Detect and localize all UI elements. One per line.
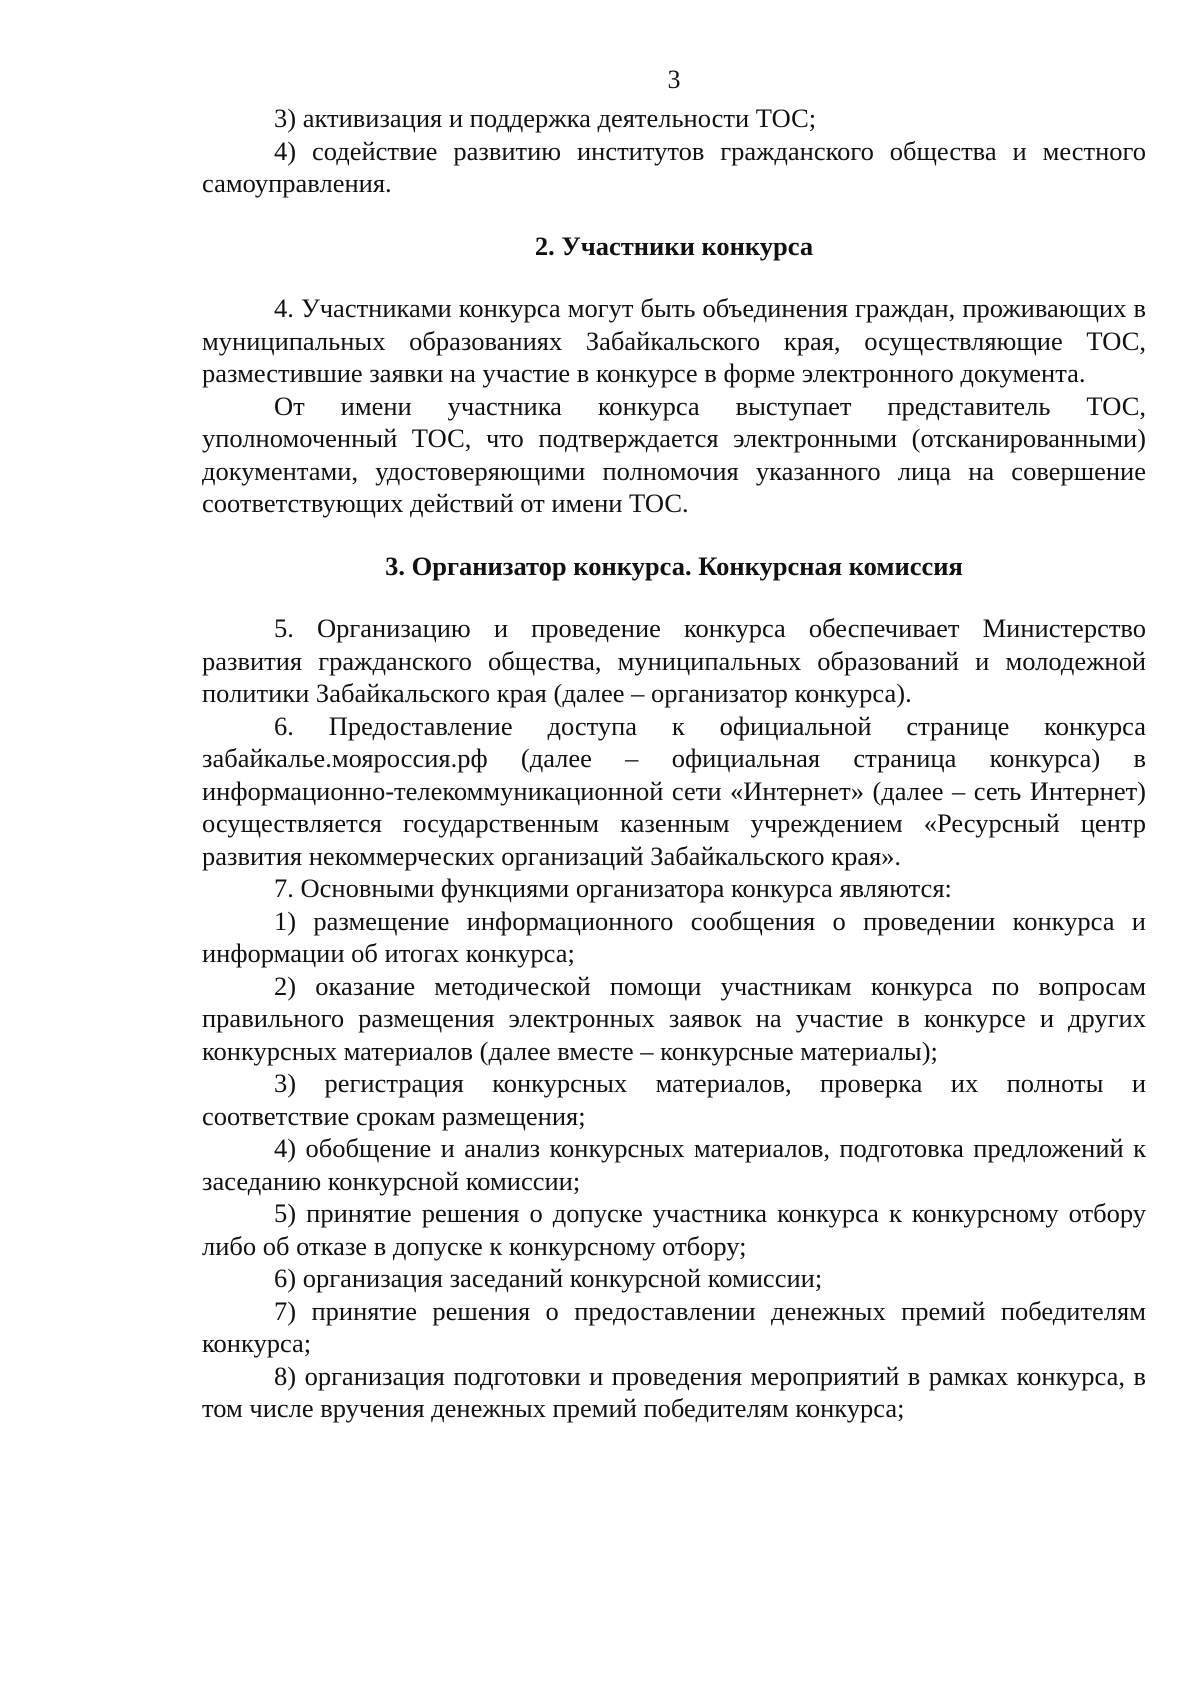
function-item-5: 5) принятие решения о допуске участника конкурса к конкурсному отбору либо об отказе в допуске к конкурсному отбору; bbox=[202, 1198, 1146, 1261]
paragraph-item-4: 4) содействие развитию институтов гражданского общества и местного самоуправления. bbox=[202, 135, 1146, 198]
section-heading-organizer: 3. Организатор конкурса. Конкурсная комиссия bbox=[385, 550, 963, 581]
function-item-7: 7) принятие решения о предоставлении денежных премий победителям конкурса; bbox=[202, 1295, 1146, 1358]
function-item-4: 4) обобщение и анализ конкурсных материалов, подготовка предложений к заседанию конкурсной комиссии; bbox=[202, 1133, 1146, 1196]
paragraph-item-3: 3) активизация и поддержка деятельности ТОС; bbox=[274, 103, 817, 133]
page-number: 3 bbox=[667, 65, 681, 94]
paragraph-4-participants: 4. Участниками конкурса могут быть объединения граждан, проживающих в муниципальных образованиях Забайкальского края, осуществляющие ТОС, разместившие заявки на участие в конкурсе в форме электронного документа. bbox=[202, 293, 1146, 388]
function-item-3: 3) регистрация конкурсных материалов, проверка их полноты и соответствие срокам размещения; bbox=[202, 1068, 1146, 1131]
function-item-8: 8) организация подготовки и проведения мероприятий в рамках конкурса, в том числе вручения денежных премий победителям конкурса; bbox=[202, 1360, 1146, 1423]
function-item-2: 2) оказание методической помощи участникам конкурса по вопросам правильного размещения электронных заявок на участие в конкурсе и других конкурсных материалов (далее вместе – конкурсные материалы); bbox=[202, 970, 1146, 1066]
function-item-1: 1) размещение информационного сообщения о проведении конкурса и информации об итогах конкурса; bbox=[202, 905, 1146, 968]
paragraph-5-organizer: 5. Организацию и проведение конкурса обеспечивает Министерство развития гражданского общества, муниципальных образований и молодежной политики Забайкальского края (далее – организатор конкурса). bbox=[202, 613, 1146, 708]
function-item-6: 6) организация заседаний конкурсной комиссии; bbox=[274, 1263, 823, 1293]
document-body bbox=[202, 102, 1146, 1425]
section-heading-participants: 2. Участники конкурса bbox=[534, 230, 814, 261]
paragraph-7-functions: 7. Основными функциями организатора конкурса являются: bbox=[274, 873, 952, 903]
paragraph-6-access: 6. Предоставление доступа к официальной странице конкурса забайкалье.мояроссия.рф (далее – официальная страница конкурса) в информационно-телекоммуникационной сети «Интернет» (далее – сеть Интернет) осуществляется государственным казенным учреждением «Ресурсный центр развития некоммерческих организаций Забайкальского края». bbox=[202, 710, 1146, 871]
paragraph-representative: От имени участника конкурса выступает представитель ТОС, уполномоченный ТОС, что подтверждается электронными (отсканированными) документами, удостоверяющими полномочия указанного лица на совершение соответствующих действий от имени ТОС. bbox=[202, 390, 1146, 518]
document-page bbox=[202, 64, 1146, 1425]
